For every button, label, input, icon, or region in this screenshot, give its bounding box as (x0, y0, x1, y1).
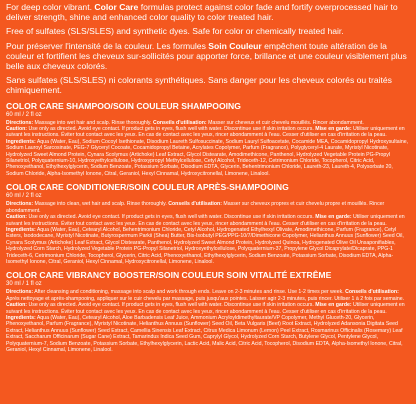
intro-fr (6, 41, 410, 72)
product-title: COLOR CARE SHAMPOO/SOIN COULEUR SHAMPOOING (6, 100, 241, 111)
product-size: 60 ml / 2 fl oz (6, 111, 42, 118)
directions-text: After cleansing and conditioning, massage into scalp and work through ends. Leave on 2-3 minutes and rinse. Use 1-2 times per week. (33, 289, 346, 296)
product-title: COLOR CARE CONDITIONER/SOIN COULEUR APRÈS-SHAMPOOING (6, 182, 289, 193)
intro-en-lead: For deep color vibrant. (6, 2, 95, 12)
fr-directions-text: Masser sur cheveux propres et cuir chevelu propre et mouillés. Rincer abondamment. (6, 201, 385, 214)
intro-section (6, 2, 410, 96)
product-conditioner (6, 182, 410, 265)
intro-en-brand: Color Care (94, 2, 139, 12)
fr-directions-label: Conseils d'utilisation: (152, 119, 207, 126)
ingredients-label: Ingredients: (6, 226, 36, 233)
fr-directions-label: Conseils d'utilisation: (345, 289, 399, 296)
product-details (6, 289, 410, 353)
caution-label: Caution: (6, 302, 28, 309)
fr-caution-text: Utiliser uniquement en suivant les instructions. Éviter tout contact avec les yeux. En cas de contact avec les yeux, rincer abondamment à l'eau. Cesser d'utiliser en cas d'irritation de la peau. (6, 126, 405, 139)
ingredients-text: Aqua (Water, Eau), Sodium Cocoyl Isethionate, Disodium Laureth Sulfosuccinate, Sodium Lauryl Sulfoacetate, Cocamide MEA, Cocamidopropyl Hydroxysultaine, Sodium Lauroyl Sarcosinate, PEG-7 Glyceryl Cocoate, Cocamidopropyl Betaine, Acrylates Copolymer, Parfum (Fragrance), Polyglyceryl-4 Laurate, Myristyl Nicotinate, Hydrolyzed Sweet Almond Protein, Cynara Scolymus (Artichoke) Leaf Extract, Glycol Distearate, Amodimethicone, Panthenol, Hydrolyzed Vegetable Protein PG-Propyl Silanetriol, Polyquaternium-10, Hydroxyethylcellulose, Hydroxypropyl Methylcellulose, Cetyl Alcohol, Trideceth-12, Cetrimonium Chloride, Tocopherol, Citric Acid, Phenoxyethanol, Ethylhexylglycerin, Sodium Benzoate, Potassium Sorbate, Disodium EDTA, Glycerin, Behentrimonium Chloride, Laureth-23, Laureth-4, Polysorbate 20, Sodium Chloride, Alpha-Isomethyl Ionone, Citral, Geraniol, Hexyl Cinnamal, Hydroxycitronellal, Limonene, Linalool. (6, 138, 409, 177)
directions-label: Directions: (6, 119, 34, 126)
product-size: 30 ml / 1 fl oz (6, 281, 42, 288)
caution-label: Caution: (6, 214, 28, 221)
fr-directions-text: Après nettoyage et après-shampooing, appliquer sur le cuir chevelu par massage, puis jusqu'aux pointes. Laisser agir 2-3 minutes, puis rincer. Utiliser 1 à 2 fois par semaine. (6, 295, 405, 302)
intro-fr-lead: Pour préserver l'intensité de la couleur. Les formules (6, 40, 209, 51)
product-details (6, 120, 410, 178)
ingredients-text: Aqua (Water, Eau), Cetearyl Alcohol, Aloe Barbadensis Leaf Juice, Ammonium Acryloyldimethyltaurate/VP Copolymer, Methyl Gluceth-20, Glycerin, Phenoxyethanol, Parfum (Fragrance), Myristyl Nicotinate, Helianthus Annuus (Sunflower) Seed Oil, Beta Vulgaris (Beet) Root Extract, Hydrolyzed Adansonia Digitata Seed Extract, Helianthus Annuus (Sunflower) Seed Extract, Camellia Sinensis Leaf Extract, Citrus Medica Limonum (Lemon) Peel Extract, Rosmarinus Officinalis (Rosemary) Leaf Extract, Saccharum Officinarum (Sugar Cane) Extract, Tamarindus Indica Seed Gum, Caprylyl Glycol, Hydrolyzed Corn Starch, Butylene Glycol, Pentylene Glycol, Polyquaternium-7, Sodium Benzoate, Potassium Sorbate, Ethylhexylglycerin, Lactic Acid, Malic Acid, Citric Acid, Tocopherol, Disodium EDTA, Alpha-Isomethyl Ionone, Citral, Geraniol, Hexyl Cinnamal, Limonene, Linalool. (6, 314, 403, 353)
directions-label: Directions: (6, 201, 34, 208)
fr-directions-label: Conseils d'utilisation: (168, 201, 222, 208)
caution-text: Use only as directed. Avoid eye contact. If product gets in eyes, flush well with water. Discontinue use if skin irritation occurs. (27, 126, 316, 133)
fr-directions-text: Masser sur cheveux et cuir chevelu mouillés. Rincer abondamment. (206, 119, 364, 126)
intro-en-2: Free of sulfates (SLS/SLES) and synthetic dyes. Safe for color or chemically treated hair. (6, 26, 344, 37)
fr-caution-text: Utiliser uniquement en suivant les instructions. Éviter tout contact avec les yeux. En cas de contact avec les yeux, rincer abondamment à l'eau. Cesser d'utiliser en cas d'irritation de la peau. (6, 214, 405, 227)
product-size: 60 ml / 2 fl oz (6, 193, 42, 200)
caution-label: Caution: (6, 126, 28, 133)
intro-fr-2: Sans sulfates (SLS/SLES) ni colorants synthétiques. Sans danger pour les cheveux colorés ou traités chimiquement. (6, 75, 392, 96)
fr-caution-label: Mise en garde: (315, 214, 352, 221)
fr-caution-text: Utiliser uniquement en suivant les instructions. Éviter tout contact avec les yeux. En cas de contact avec les yeux, rincer abondamment à l'eau. Cesser d'utiliser en cas d'irritation de la peau. (6, 302, 405, 315)
directions-label: Directions: (6, 289, 34, 296)
directions-text: Massage into clean, wet hair and scalp. Rinse thoroughly. (33, 201, 169, 208)
caution-text: Use only as directed. Avoid eye contact. If product gets in eyes, flush well with water. Discontinue use if skin irritation occurs. (27, 302, 316, 309)
fr-caution-label: Mise en garde: (315, 302, 352, 309)
intro-fr-rest: empêchent toute altération de la couleur et fortifient les cheveux sur-sollicités pour apporter force, brillance et une couleur visiblement plus belle aux cheveux colorés. (6, 40, 407, 72)
product-shampoo (6, 101, 410, 178)
ingredients-label: Ingredients: (6, 138, 36, 145)
directions-text: Massage into wet hair and scalp. Rinse thoroughly. (33, 119, 153, 126)
fr-caution-label: Mise en garde: (315, 126, 352, 133)
ingredients-text: Aqua (Water, Eau), Cetearyl Alcohol, Behentrimonium Chloride, Cetyl Alcohol, Hydrogenated Ethylhexyl Olivate, Amodimethicone, Parfum (Fragrance), Cetyl Esters, Isododecane, Myristyl Nicotinate, Butyrospermum Parkii (Shea) Butter, Bis-Isobutyl PEG/PPG-10/7/Dimethicone Copolymer, Helianthus Annuus (Sunflower) Seed Oil, Cynara Scolymus (Artichoke) Leaf Extract, Glycol Distearate, Panthenol, Hydrolyzed Sweet Almond Protein, Hydrolyzed Quinoa, Hydrogenated Olive Oil Unsaponifiables, Hydrolyzed Corn Starch, Hydrolyzed Vegetable Protein PG-Propyl Silanetriol, Hydroxyethylcellulose, Polyquaternium-37, Propylene Glycol Dicaprylate/Dicaprate, PPG-1 Trideceth-6, Cetrimonium Chloride, Tocopherol, Glycerin, Citric Acid, Phenoxyethanol, Ethylhexylglycerin, Sodium Benzoate, Potassium Sorbate, Disodium EDTA, Alpha-Isomethyl Ionone, Citral, Geraniol, Hexyl Cinnamal, Hydroxycitronellal, Limonene, Linalool. (6, 226, 404, 265)
product-details (6, 201, 410, 265)
intro-fr-brand: Soin Couleur (208, 40, 262, 51)
intro-en-rest: formulas protect against color fade and fortify overprocessed hair to deliver strength, shine and enhanced color quality to color treated hair. (6, 2, 398, 23)
intro-en (6, 2, 410, 22)
caution-text: Use only as directed. Avoid eye contact. If product gets in eyes, flush well with water. Discontinue use if skin irritation occurs. (27, 214, 316, 221)
product-title: COLOR CARE VIBRANCY BOOSTER/SOIN COULEUR SOIN VITALITÉ EXTRÊME (6, 270, 332, 281)
ingredients-label: Ingredients: (6, 314, 36, 321)
product-vibrancy-booster (6, 270, 410, 353)
